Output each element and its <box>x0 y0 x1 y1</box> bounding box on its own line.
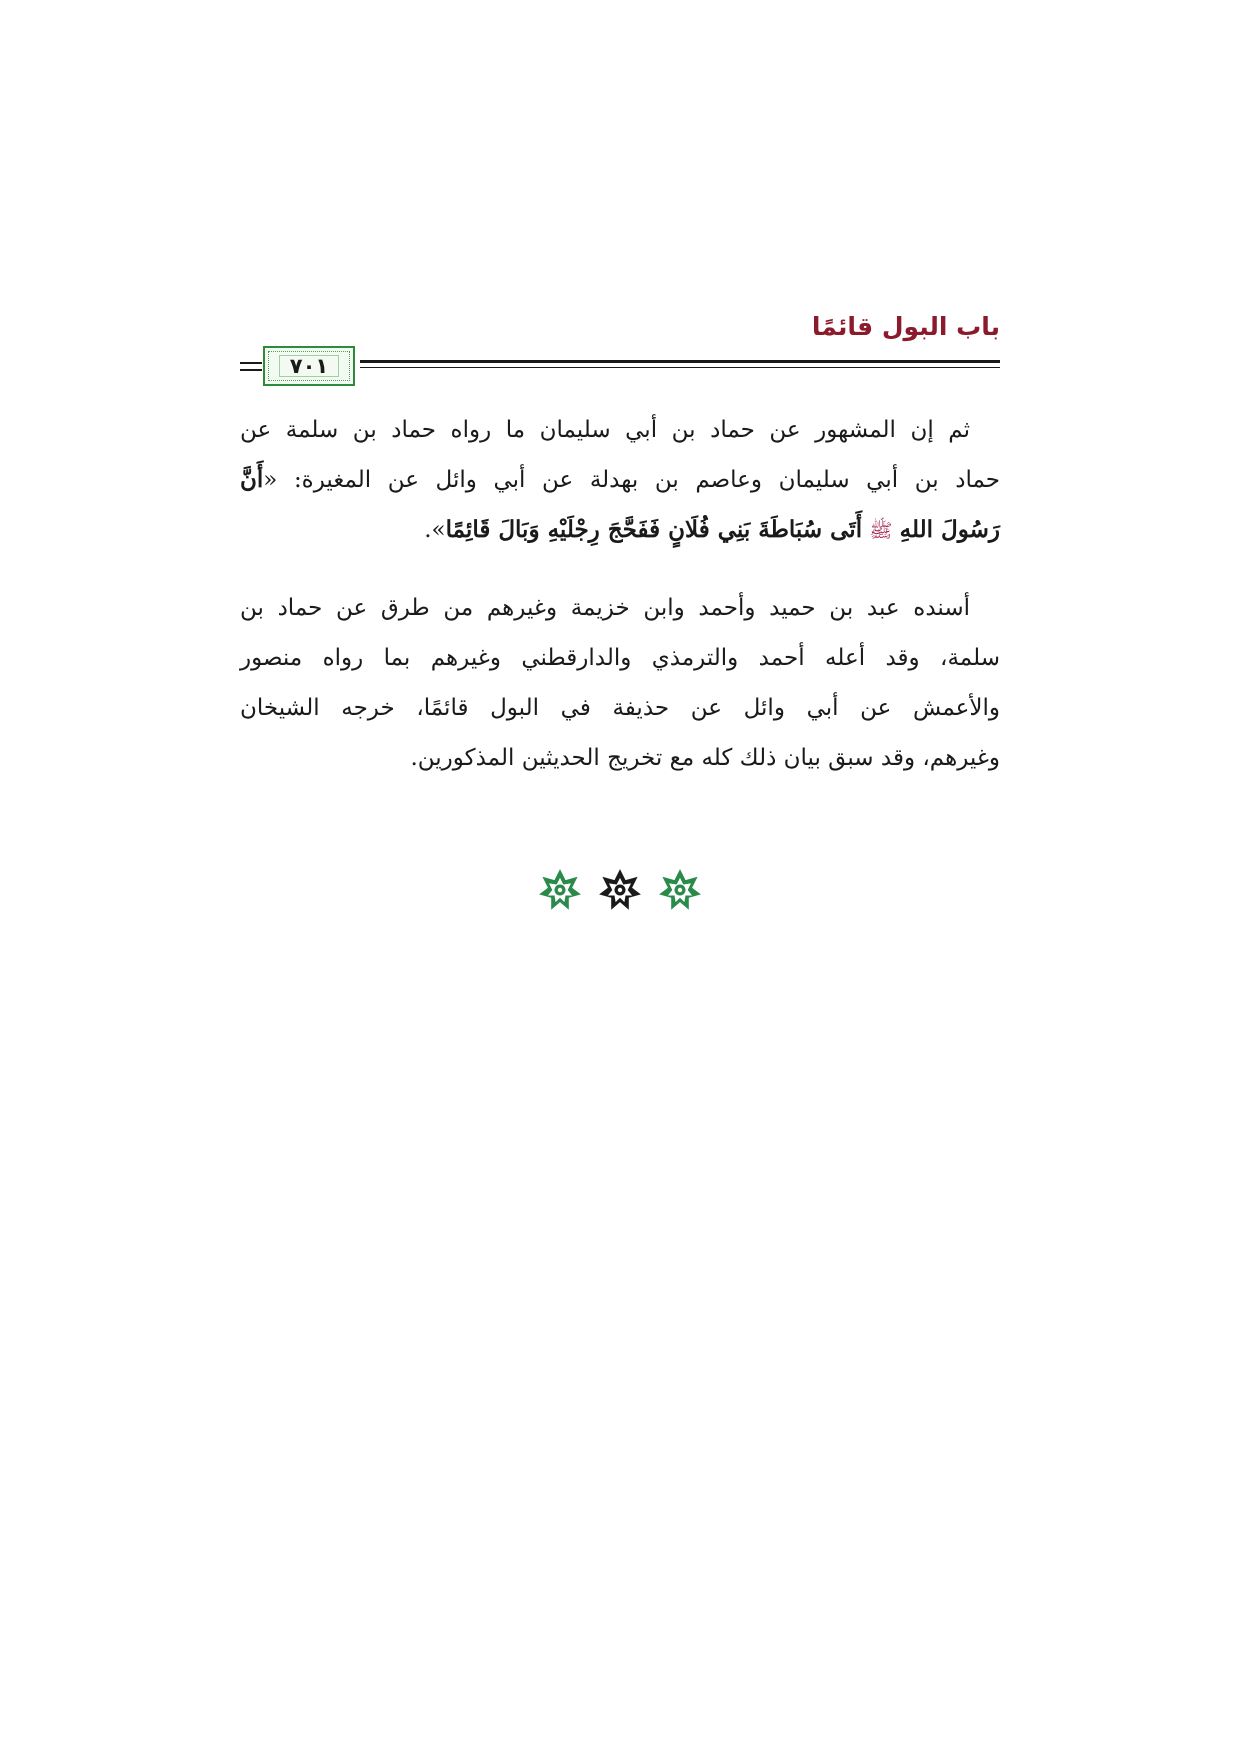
page-number: ٧٠١ <box>289 354 329 378</box>
chapter-title: باب البول قائمًا <box>811 312 1000 341</box>
paragraph-1-line-2-text: حماد بن أبي سليمان وعاصم بن بهدلة عن أبي وائل عن المغيرة: « <box>263 467 1000 493</box>
header-rule-thin <box>360 367 1000 368</box>
hadith-close-quote: ». <box>424 517 446 543</box>
header-rule-thick <box>360 360 1000 363</box>
hadith-text-body: أَتَى سُبَاطَةَ بَنِي فُلَانٍ فَفَحَّجَ رِجْلَيْهِ وَبَالَ قَائِمًا <box>445 516 863 543</box>
honorific-symbol: ﷺ <box>869 520 893 542</box>
hadith-text-start: أَنَّ <box>240 466 264 493</box>
paragraph-2 <box>240 583 1000 783</box>
header-rule-left-top <box>240 362 262 364</box>
paragraph-2-line-1: أسنده عبد بن حميد وأحمد وابن خزيمة وغيرهم من طرق عن حماد بن <box>240 595 970 621</box>
star-ornament-icon <box>658 868 702 912</box>
paragraph-1-line-2 <box>240 455 1000 505</box>
paragraph-2-line-3: والأعمش عن أبي وائل عن حذيفة في البول قائمًا، خرجه الشيخان <box>240 695 1000 721</box>
page-number-badge <box>263 346 355 386</box>
paragraph-1 <box>240 405 1000 556</box>
paragraph-1-line-1: ثم إن المشهور عن حماد بن أبي سليمان ما رواه حماد بن سلمة عن <box>240 417 970 443</box>
paragraph-2-line-2: سلمة، وقد أعله أحمد والترمذي والدارقطني وغيرهم بما رواه منصور <box>240 645 1000 671</box>
hadith-text-prophet: رَسُولَ اللهِ <box>899 516 1000 543</box>
paragraph-1-line-3 <box>240 505 1000 556</box>
star-ornament-icon <box>538 868 582 912</box>
section-end-ornament <box>0 868 1240 912</box>
star-ornament-icon <box>598 868 642 912</box>
header-rule-left-bottom <box>240 369 262 371</box>
paragraph-2-line-4: وغيرهم، وقد سبق بيان ذلك كله مع تخريج الحديثين المذكورين. <box>410 745 1000 771</box>
